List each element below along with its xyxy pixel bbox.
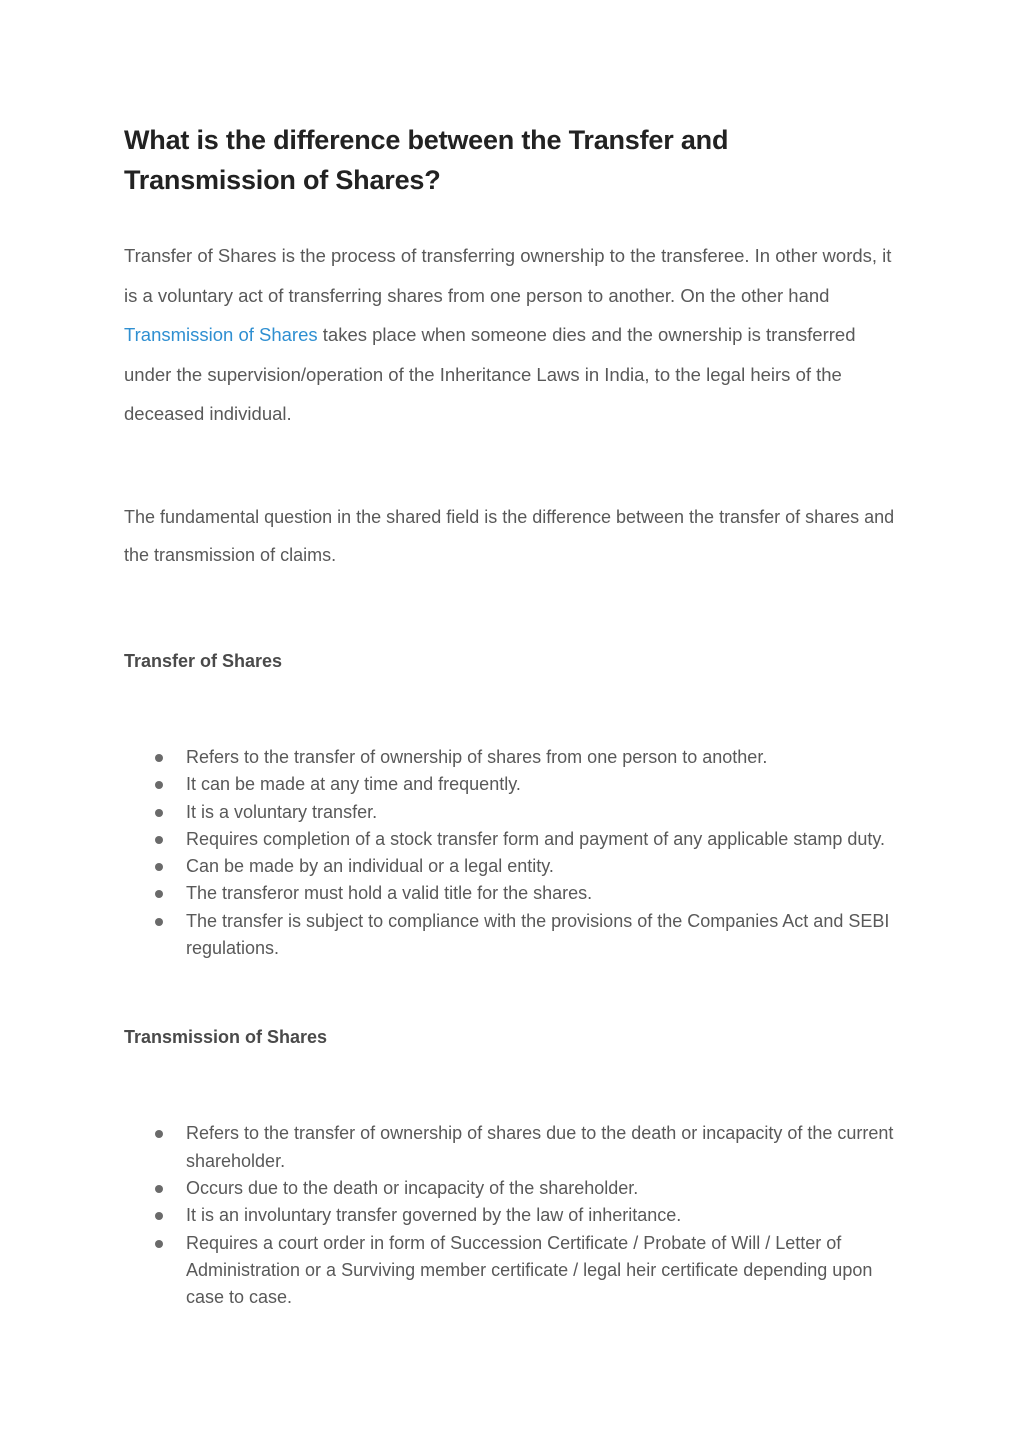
intro-text-before-link: Transfer of Shares is the process of transferring ownership to the transferee. In other words, it is a voluntary act of transferring shares from one person to another. On the other hand xyxy=(124,245,892,306)
list-item-text: Refers to the transfer of ownership of shares due to the death or incapacity of the current shareholder. xyxy=(186,1123,894,1171)
bullet-icon xyxy=(155,1240,163,1248)
transmission-of-shares-link[interactable]: Transmission of Shares xyxy=(124,324,318,346)
list-item-text: Requires a court order in form of Succession Certificate / Probate of Will / Letter of Administration or a Surviving member certificate / legal heir certificate depending upon case to case. xyxy=(186,1232,873,1308)
list-item-text: The transferor must hold a valid title for the shares. xyxy=(186,883,593,904)
list-item xyxy=(186,826,904,853)
bullet-icon xyxy=(155,754,163,762)
list-item-text: It can be made at any time and frequently. xyxy=(186,774,521,795)
intro-text-after-link: takes place when someone dies and the ownership is transferred under the supervision/operation of the Inheritance Laws in India, to the legal heirs of the deceased individual. xyxy=(124,324,856,425)
transfer-of-shares-list xyxy=(124,744,904,962)
bullet-icon xyxy=(155,1130,163,1138)
list-item-text: It is an involuntary transfer governed by the law of inheritance. xyxy=(186,1205,682,1226)
list-item-text: Occurs due to the death or incapacity of the shareholder. xyxy=(186,1177,639,1198)
bullet-icon xyxy=(155,809,163,817)
bullet-icon xyxy=(155,863,163,871)
list-item xyxy=(186,799,904,826)
transmission-of-shares-heading: Transmission of Shares xyxy=(124,1027,328,1048)
list-item xyxy=(186,853,904,880)
list-item xyxy=(186,880,904,907)
list-item-text: Refers to the transfer of ownership of shares from one person to another. xyxy=(186,746,768,767)
list-item xyxy=(186,908,904,963)
list-item xyxy=(186,1202,904,1229)
document-page xyxy=(124,120,904,1311)
list-item-text: Requires completion of a stock transfer form and payment of any applicable stamp duty. xyxy=(186,828,886,849)
list-item xyxy=(186,1120,904,1175)
list-item xyxy=(186,1230,904,1312)
list-item-text: It is a voluntary transfer. xyxy=(186,801,378,822)
bullet-icon xyxy=(155,836,163,844)
transmission-of-shares-list xyxy=(124,1120,904,1311)
bullet-icon xyxy=(155,781,163,789)
intro-paragraph xyxy=(124,236,904,434)
list-item xyxy=(186,771,904,798)
list-item xyxy=(186,1175,904,1202)
transfer-of-shares-heading: Transfer of Shares xyxy=(124,650,283,671)
list-item xyxy=(186,744,904,771)
fundamental-question-paragraph: The fundamental question in the shared field is the difference between the transfer of shares and the transmission of claims. xyxy=(124,506,895,565)
page-title: What is the difference between the Transfer and Transmission of Shares? xyxy=(124,125,729,195)
bullet-icon xyxy=(155,918,163,926)
list-item-text: The transfer is subject to compliance with the provisions of the Companies Act and SEBI regulations. xyxy=(186,910,890,959)
list-item-text: Can be made by an individual or a legal entity. xyxy=(186,856,554,877)
bullet-icon xyxy=(155,1185,163,1193)
bullet-icon xyxy=(155,1212,163,1220)
bullet-icon xyxy=(155,890,163,898)
